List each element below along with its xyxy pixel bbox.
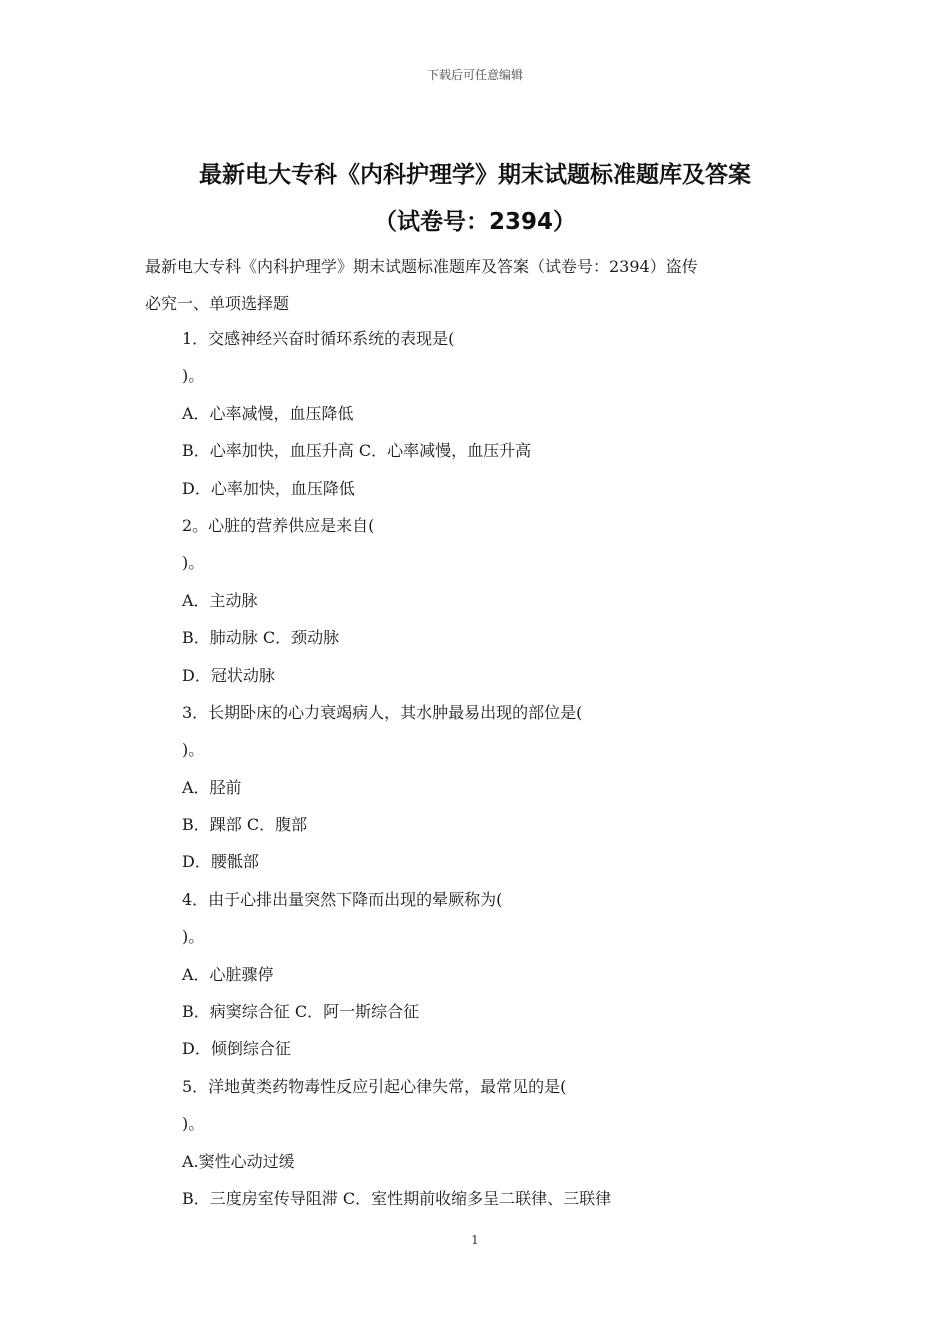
question-line: )。 <box>182 366 205 386</box>
question-line: 5．洋地黄类药物毒性反应引起心律失常，最常见的是( <box>182 1076 567 1096</box>
page-header: 下载后可任意编辑 <box>426 68 523 82</box>
option-line: D．腰骶部 <box>182 852 259 872</box>
option-line: A．胫前 <box>182 777 242 797</box>
option-line: D．冠状动脉 <box>182 665 275 685</box>
question-line: 4．由于心排出量突然下降而出现的晕厥称为( <box>182 889 503 909</box>
question-line: )。 <box>182 927 205 947</box>
option-line: A．心脏骤停 <box>182 964 274 984</box>
option-line: B．心率加快，血压升高 C．心率减慢，血压升高 <box>182 441 532 461</box>
option-line: B．三度房室传导阻滞 C．室性期前收缩多呈二联律、三联律 <box>182 1188 612 1208</box>
option-line: A．主动脉 <box>182 590 258 610</box>
page-number: 1 <box>471 1233 479 1247</box>
option-line: A．心率减慢，血压降低 <box>182 403 354 423</box>
question-line: )。 <box>182 740 205 760</box>
question-line: 1．交感神经兴奋时循环系统的表现是( <box>182 329 455 348</box>
question-line: )。 <box>182 553 205 573</box>
option-line: D．心率加快，血压降低 <box>182 478 355 498</box>
question-line: 3．长期卧床的心力衰竭病人，其水肿最易出现的部位是( <box>182 702 583 722</box>
option-line: D．倾倒综合征 <box>182 1039 291 1059</box>
option-line: A.窦性心动过缓 <box>182 1151 295 1171</box>
option-line: B．肺动脉 C．颈动脉 <box>182 628 340 648</box>
option-line: B．病窦综合征 C．阿一斯综合征 <box>182 1002 420 1022</box>
question-line: 2。心脏的营养供应是来自( <box>182 515 375 535</box>
document-title: 最新电大专科《内科护理学》期末试题标准题库及答案 <box>199 162 751 188</box>
question-list <box>182 320 822 1217</box>
question-line: )。 <box>182 1114 205 1134</box>
intro-line: 最新电大专科《内科护理学》期末试题标准题库及答案（试卷号：2394）盗传 <box>145 257 698 276</box>
document-subtitle: （试卷号：2394） <box>373 209 576 235</box>
intro-paragraph <box>145 248 815 322</box>
option-line: B．踝部 C．腹部 <box>182 815 308 835</box>
section-heading: 必究一、单项选择题 <box>145 294 290 313</box>
